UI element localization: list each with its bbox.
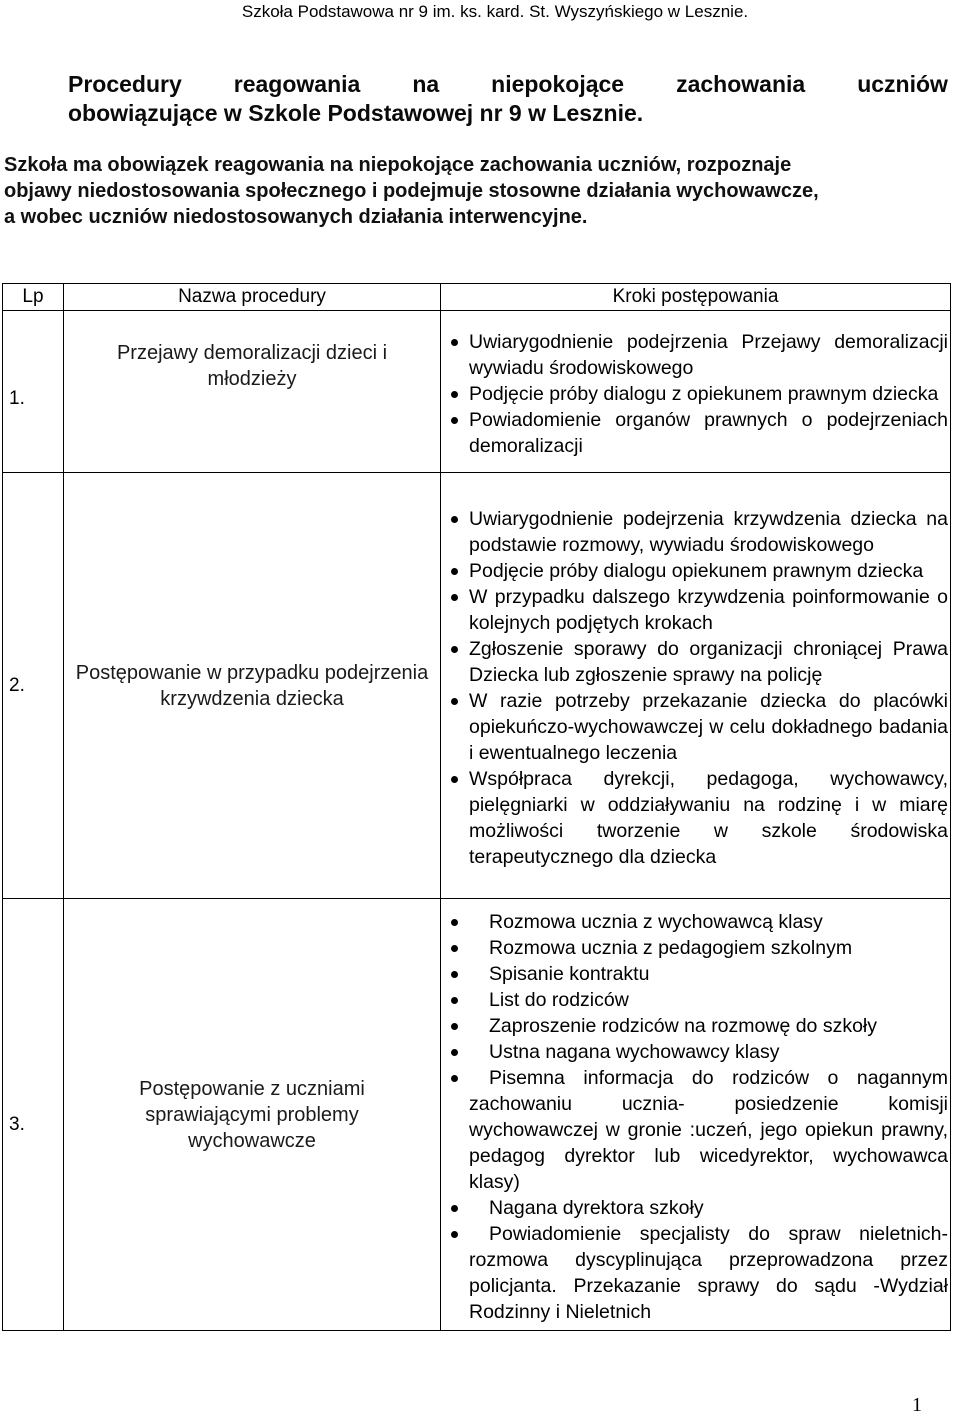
- intro-line: [4, 178, 948, 204]
- step-text: W razie potrzeby przekazanie dziecka do placówki opiekuńczo-wychowawczej w celu dokładnego badania i ewentualnego leczenia: [469, 689, 948, 764]
- title-line-2: obowiązujące w Szkole Podstawowej nr 9 w Lesznie.: [68, 100, 644, 126]
- bullet-icon: [451, 1205, 458, 1212]
- step-item: [441, 1039, 950, 1065]
- bullet-icon: [451, 646, 458, 653]
- step-item: [441, 688, 950, 766]
- procedure-name-text: Przejawy demoralizacji dzieci i młodzieży: [116, 341, 388, 390]
- step-item: [441, 1221, 950, 1325]
- page-number: 1: [912, 1394, 922, 1416]
- step-text: Podjęcie próby dialogu opiekunem prawnym dziecka: [469, 559, 924, 582]
- header-steps: Kroki postępowania: [441, 284, 951, 311]
- step-item: [441, 987, 950, 1013]
- step-text: List do rodziców: [489, 988, 629, 1011]
- title-word: niepokojące: [491, 71, 625, 97]
- bullet-icon: [451, 339, 458, 346]
- procedure-steps: [441, 311, 951, 473]
- step-text: Powiadomienie specjalisty do spraw nieletnich- rozmowa dyscyplinująca przeprowadzona przez policjanta. Przekazanie sprawy do sądu -Wydział Rodzinny i Nieletnich: [469, 1222, 948, 1323]
- bullet-icon: [451, 417, 458, 424]
- steps-list: [441, 506, 950, 870]
- row-number: 2.: [3, 473, 64, 899]
- step-text: Ustna nagana wychowawcy klasy: [489, 1040, 780, 1063]
- step-text: W przypadku dalszego krzywdzenia poinformowanie o kolejnych podjętych krokach: [469, 585, 948, 634]
- table-row: [3, 899, 951, 1331]
- step-text: Rozmowa ucznia z pedagogiem szkolnym: [489, 936, 853, 959]
- procedure-name: [64, 899, 441, 1331]
- step-item: [441, 1195, 950, 1221]
- procedure-name: [64, 473, 441, 899]
- step-text: Uwiarygodnienie podejrzenia krzywdzenia dziecka na podstawie rozmowy, wywiadu środowiskowego: [469, 507, 948, 556]
- bullet-icon: [451, 1049, 458, 1056]
- step-text: Zaproszenie rodziców na rozmowę do szkoły: [489, 1014, 878, 1037]
- procedure-name: [64, 311, 441, 473]
- title-line-1: [68, 70, 948, 99]
- step-text: Powiadomienie organów prawnych o podejrzeniach demoralizacji: [469, 408, 948, 457]
- bullet-icon: [451, 1231, 458, 1238]
- step-item: [441, 1013, 950, 1039]
- step-item: [441, 766, 950, 870]
- bullet-icon: [451, 698, 458, 705]
- intro-text: objawy niedostosowania społecznego i podejmuje stosowne działania wychowawcze,: [4, 180, 819, 202]
- title-word: zachowania: [676, 71, 806, 97]
- step-text: Pisemna informacja do rodziców o nagannym zachowaniu ucznia- posiedzenie komisji wychowawczej w gronie :uczeń, jego opiekun prawny, pedagog dyrektor lub wicedyrektor, wychowawca klasy): [469, 1066, 948, 1193]
- page-header: Szkoła Podstawowa nr 9 im. ks. kard. St. Wyszyńskiego w Lesznie.: [241, 2, 749, 21]
- bullet-icon: [451, 997, 458, 1004]
- bullet-icon: [451, 776, 458, 783]
- step-item: [441, 584, 950, 636]
- step-item: [441, 558, 950, 584]
- bullet-icon: [451, 1023, 458, 1030]
- bullet-icon: [451, 919, 458, 926]
- header-lp: Lp: [3, 284, 64, 311]
- step-text: Zgłoszenie sporawy do organizacji chroniącej Prawa Dziecka lub zgłoszenie sprawy na policję: [469, 637, 948, 686]
- step-text: Rozmowa ucznia z wychowawcą klasy: [489, 910, 823, 933]
- intro-line: [4, 204, 948, 230]
- bullet-icon: [451, 945, 458, 952]
- step-text: Nagana dyrektora szkoły: [489, 1196, 704, 1219]
- step-item: [441, 961, 950, 987]
- bullet-icon: [451, 971, 458, 978]
- procedure-steps: [441, 473, 951, 899]
- step-item: [441, 407, 950, 459]
- step-item: [441, 381, 950, 407]
- procedure-name-text: Postępowanie z uczniami sprawiającymi problemy wychowawcze: [139, 1077, 365, 1152]
- step-text: Podjęcie próby dialogu z opiekunem prawnym dziecka: [469, 382, 939, 405]
- procedures-table: [2, 283, 951, 1331]
- step-text: Uwiarygodnienie podejrzenia Przejawy demoralizacji wywiadu środowiskowego: [469, 330, 948, 379]
- document-title: [68, 70, 948, 128]
- step-item: [441, 1065, 950, 1195]
- procedure-name-text: Postępowanie w przypadku podejrzenia krzywdzenia dziecka: [75, 661, 429, 710]
- bullet-icon: [451, 594, 458, 601]
- table-row: [3, 473, 951, 899]
- procedure-steps: [441, 899, 951, 1331]
- steps-list: [441, 329, 950, 459]
- bullet-icon: [451, 1075, 458, 1082]
- table-header-row: [3, 284, 951, 311]
- title-word: reagowania: [233, 71, 361, 97]
- bullet-icon: [451, 391, 458, 398]
- bullet-icon: [451, 568, 458, 575]
- title-word: uczniów: [857, 71, 948, 97]
- row-number: 1.: [3, 311, 64, 473]
- intro-paragraph: [4, 152, 948, 230]
- table-row: [3, 311, 951, 473]
- steps-list: [441, 909, 950, 1325]
- step-item: [441, 935, 950, 961]
- bullet-icon: [451, 516, 458, 523]
- intro-text: Szkoła ma obowiązek reagowania na niepokojące zachowania uczniów, rozpoznaje: [4, 154, 792, 176]
- row-number: 3.: [3, 899, 64, 1331]
- step-text: Spisanie kontraktu: [489, 962, 650, 985]
- step-item: [441, 909, 950, 935]
- title-word: na: [412, 71, 440, 97]
- step-item: [441, 329, 950, 381]
- step-item: [441, 506, 950, 558]
- intro-text: a wobec uczniów niedostosowanych działania interwencyjne.: [4, 206, 588, 228]
- step-text: Współpraca dyrekcji, pedagoga, wychowawcy, pielęgniarki w oddziaływaniu na rodzinę i w miarę możliwości tworzenie w szkole środowiska terapeutycznego dla dziecka: [469, 767, 948, 868]
- step-item: [441, 636, 950, 688]
- intro-line: [4, 152, 948, 178]
- title-word: Procedury: [68, 71, 182, 97]
- header-procedure-name: Nazwa procedury: [64, 284, 441, 311]
